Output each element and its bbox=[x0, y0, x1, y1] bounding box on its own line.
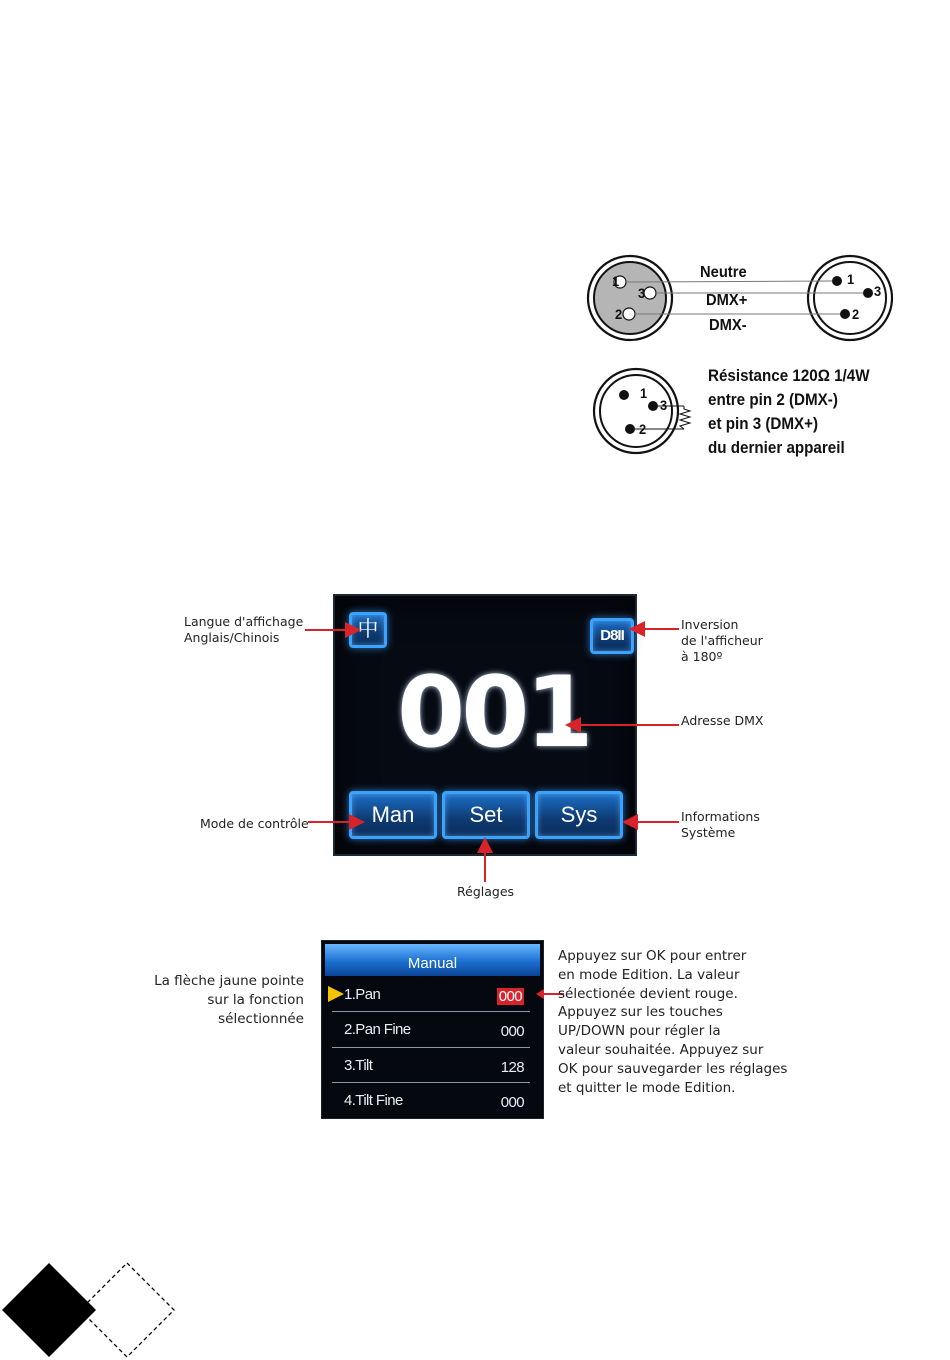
pin-label: 3 bbox=[874, 283, 882, 299]
language-callout: Langue d'affichage Anglais/Chinois bbox=[184, 614, 304, 645]
resistor-note-line: Résistance 120Ω 1/4W bbox=[708, 367, 870, 385]
language-button[interactable]: 中 bbox=[349, 612, 387, 648]
pin-label: 3 bbox=[638, 285, 646, 301]
row-label: 3.Tilt bbox=[344, 1057, 373, 1074]
row-label: 4.Tilt Fine bbox=[344, 1092, 403, 1109]
row-value: 000 bbox=[500, 1094, 524, 1111]
resistor-note-line: entre pin 2 (DMX-) bbox=[708, 391, 838, 409]
system-button[interactable]: Sys bbox=[535, 791, 623, 839]
settings-callout: Réglages bbox=[457, 884, 515, 899]
pin-label: 3 bbox=[660, 397, 668, 413]
pin-label: 2 bbox=[852, 306, 860, 322]
menu-row-pan-fine[interactable] bbox=[332, 1015, 532, 1045]
menu-row-tilt[interactable] bbox=[332, 1051, 532, 1081]
control-mode-callout: Mode de contrôle bbox=[200, 816, 309, 831]
settings-button[interactable]: Set bbox=[442, 791, 530, 839]
dmx-address-value: 001 bbox=[397, 656, 590, 770]
selection-arrow-icon bbox=[326, 984, 346, 1004]
menu-row-tilt-fine[interactable] bbox=[332, 1086, 532, 1116]
pin-label: 2 bbox=[639, 421, 647, 437]
pin-label: 1 bbox=[640, 385, 648, 401]
manual-mode-button[interactable]: Man bbox=[349, 791, 437, 839]
manual-menu-screen bbox=[321, 940, 544, 1119]
pin-label: 1 bbox=[847, 271, 855, 287]
pin-label: 2 bbox=[615, 306, 623, 322]
inversion-callout: Inversion de l'afficheur à 180º bbox=[681, 617, 763, 664]
system-info-callout: Informations Système bbox=[681, 809, 760, 840]
address-callout: Adresse DMX bbox=[681, 713, 764, 728]
row-value: 128 bbox=[500, 1059, 524, 1076]
dmx-plus-label: DMX+ bbox=[706, 292, 748, 309]
menu-title: Manual bbox=[325, 944, 540, 976]
xlr-wiring-diagram bbox=[580, 245, 910, 470]
selected-value[interactable]: 000 bbox=[498, 988, 522, 1005]
pin-label: 1 bbox=[612, 273, 620, 289]
row-label: 1.Pan bbox=[344, 986, 381, 1003]
resistor-note-line: et pin 3 (DMX+) bbox=[708, 415, 819, 433]
flip-display-button[interactable]: D8II bbox=[590, 618, 634, 654]
device-screen bbox=[333, 594, 637, 856]
dmx-minus-label: DMX- bbox=[709, 317, 747, 334]
brand-logo bbox=[0, 1255, 185, 1360]
resistor-note-line: du dernier appareil bbox=[708, 439, 845, 457]
main-display-diagram bbox=[183, 592, 773, 902]
manual-menu-diagram bbox=[140, 940, 840, 1130]
arrow-callout: La flèche jaune pointe sur la fonction sélectionnée bbox=[154, 973, 304, 1027]
divider bbox=[332, 1047, 530, 1048]
edit-instructions: Appuyez sur OK pour entrer en mode Edition. La valeur sélectionée devient rouge. Appuyez sur les touches UP/DOWN pour régler la valeur souhaitée. Appuyez sur OK pour sauvegarder les réglages et quitter le mode Edition. bbox=[558, 948, 788, 1096]
row-label: 2.Pan Fine bbox=[344, 1021, 411, 1038]
menu-row-pan[interactable] bbox=[332, 980, 532, 1010]
row-value: 000 bbox=[500, 1023, 524, 1040]
divider bbox=[332, 1082, 530, 1083]
divider bbox=[332, 1011, 530, 1012]
neutral-label: Neutre bbox=[700, 264, 747, 281]
